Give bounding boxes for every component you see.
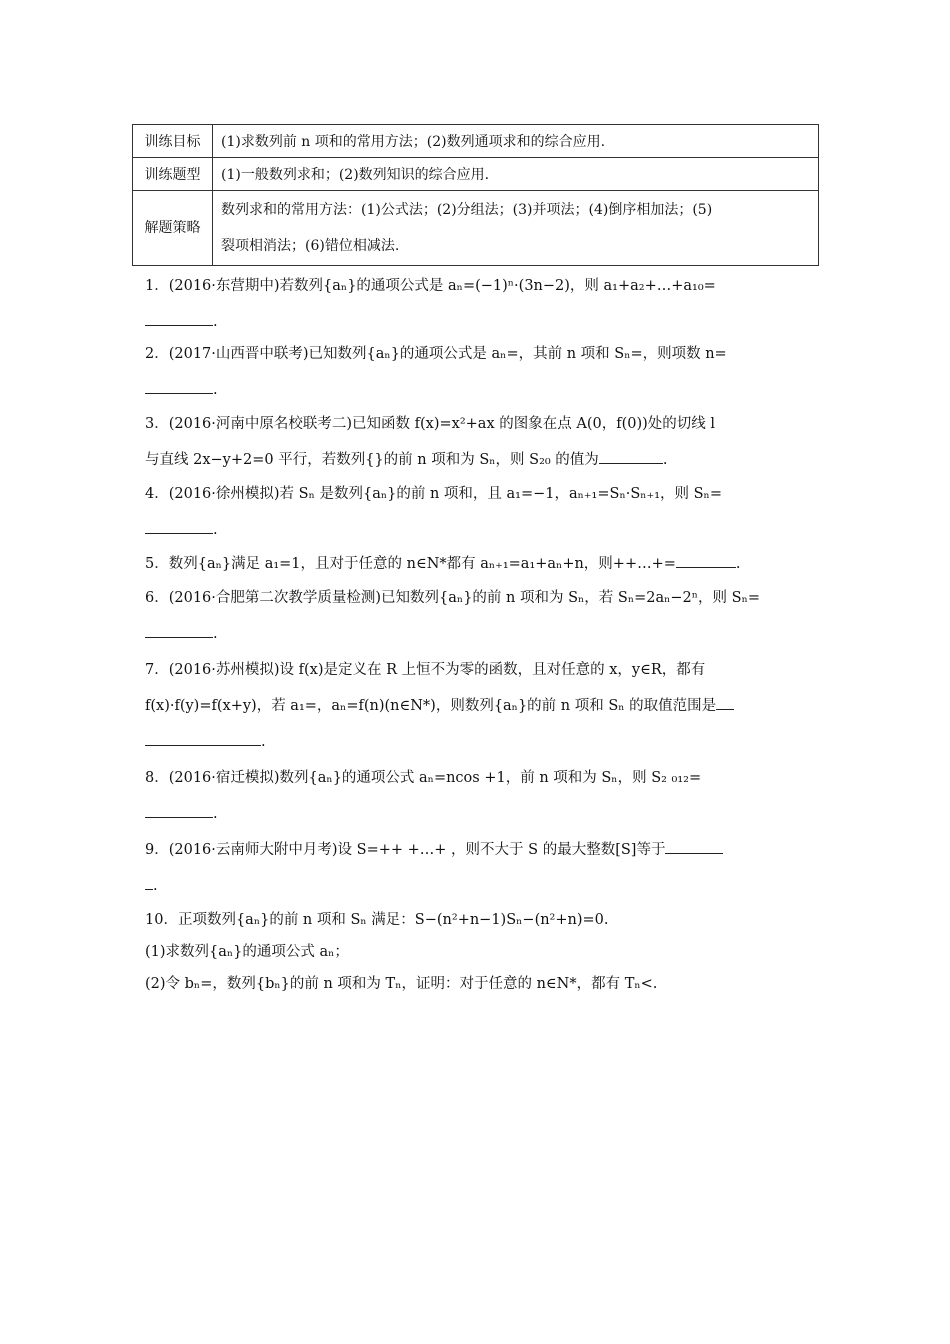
question-8-line1: 8．(2016·宿迁模拟)数列{aₙ}的通项公式 aₙ=ncos +1，前 n 项和为 Sₙ，则 S₂ ₀₁₂= xyxy=(145,770,702,786)
question-7-line2: f(x)·f(y)=f(x+y)，若 a₁=，aₙ=f(n)(n∈N*)，则数列{aₙ}的前 n 项和 Sₙ 的取值范围是 xyxy=(145,688,818,724)
answer-blank xyxy=(676,553,736,568)
question-4-line1: 4．(2016·徐州模拟)若 Sₙ 是数列{aₙ}的前 n 项和，且 a₁=−1，aₙ₊₁=Sₙ·Sₙ₊₁，则 Sₙ= xyxy=(145,486,722,502)
answer-blank xyxy=(145,875,153,890)
question-9-line2: . xyxy=(145,868,818,904)
question-6-line1: 6．(2016·合肥第二次教学质量检测)已知数列{aₙ}的前 n 项和为 Sₙ，若 Sₙ=2aₙ−2ⁿ，则 Sₙ= xyxy=(145,590,761,606)
answer-blank xyxy=(145,803,213,818)
answer-blank xyxy=(599,449,663,464)
question-2-answer: . xyxy=(145,372,818,408)
training-info-table xyxy=(132,124,819,266)
row-value: (1)求数列前 n 项和的常用方法；(2)数列通项求和的综合应用. xyxy=(213,125,819,158)
table-row xyxy=(133,125,819,158)
answer-blank xyxy=(145,519,213,534)
question-1-line1: 1．(2016·东营期中)若数列{aₙ}的通项公式是 aₙ=(−1)ⁿ·(3n−2)，则 a₁+a₂+…+a₁₀= xyxy=(145,278,716,294)
row-value xyxy=(213,191,819,266)
question-4-answer: . xyxy=(145,512,818,548)
question-8-answer: . xyxy=(145,796,818,832)
table-row xyxy=(133,158,819,191)
question-3-line2: 与直线 2x−y+2=0 平行，若数列{}的前 n 项和为 Sₙ，则 S₂₀ 的值为 . xyxy=(145,442,818,478)
question-9-line1: 9．(2016·云南师大附中月考)设 S=++ +…+ ，则不大于 S 的最大整数[S]等于 xyxy=(145,832,818,868)
question-2-line1: 2．(2017·山西晋中联考)已知数列{aₙ}的通项公式是 aₙ=，其前 n 项和 Sₙ=，则项数 n= xyxy=(145,346,727,362)
question-1-answer: . xyxy=(145,304,818,340)
question-6-answer: . xyxy=(145,616,818,652)
row-value-line: 数列求和的常用方法：(1)公式法；(2)分组法；(3)并项法；(4)倒序相加法；(5) xyxy=(221,202,713,218)
question-10-line1: 10．正项数列{aₙ}的前 n 项和 Sₙ 满足：S−(n²+n−1)Sₙ−(n²+n)=0. xyxy=(145,912,609,928)
row-label: 训练题型 xyxy=(133,158,213,191)
answer-blank xyxy=(145,311,213,326)
row-value-line: 裂项相消法；(6)错位相减法. xyxy=(221,238,400,254)
question-7-answer: . xyxy=(145,724,818,760)
answer-blank xyxy=(145,731,261,746)
table-row xyxy=(133,191,819,266)
answer-blank xyxy=(665,839,723,854)
question-3-line1: 3．(2016·河南中原名校联考二)已知函数 f(x)=x²+ax 的图象在点 A(0，f(0))处的切线 l xyxy=(145,416,716,432)
row-value: (1)一般数列求和；(2)数列知识的综合应用. xyxy=(213,158,819,191)
question-7-line1: 7．(2016·苏州模拟)设 f(x)是定义在 R 上恒不为零的函数，且对任意的 x，y∈R，都有 xyxy=(145,662,706,678)
row-label: 解题策略 xyxy=(133,191,213,266)
answer-blank xyxy=(145,379,213,394)
row-label: 训练目标 xyxy=(133,125,213,158)
question-10-part1: (1)求数列{aₙ}的通项公式 aₙ； xyxy=(145,944,349,960)
question-5-line1: 5．数列{aₙ}满足 a₁=1，且对于任意的 n∈N*都有 aₙ₊₁=a₁+aₙ+n，则++…+= . xyxy=(145,546,818,582)
question-10-part2: (2)令 bₙ=，数列{bₙ}的前 n 项和为 Tₙ，证明：对于任意的 n∈N*，都有 Tₙ<. xyxy=(145,976,658,992)
answer-blank xyxy=(716,695,734,710)
answer-blank xyxy=(145,623,213,638)
